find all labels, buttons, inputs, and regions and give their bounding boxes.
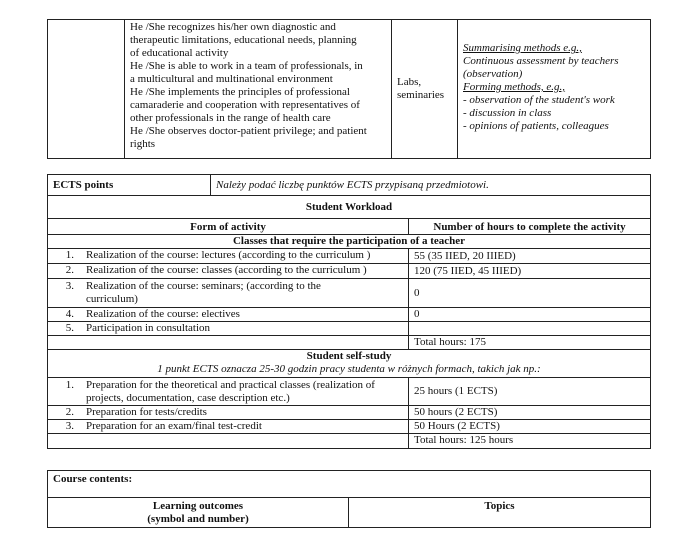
table-row — [48, 322, 651, 336]
activity-text: Realization of the course: lectures (according to the curriculum ) — [86, 249, 371, 261]
self-study-header — [48, 350, 651, 378]
activity-text: Realization of the course: electives — [86, 308, 240, 320]
activity-text-cont: projects, documentation, case description etc.) — [86, 392, 290, 404]
table-row — [48, 378, 651, 406]
table-row — [48, 264, 651, 279]
col-header-learning-outcomes — [48, 498, 349, 528]
ects-label: ECTS points — [48, 175, 211, 196]
summarising-methods-title: Summarising methods e.g., — [463, 42, 582, 54]
verification-methods-cell — [458, 20, 651, 159]
outcome-symbol-cell — [48, 20, 125, 159]
row-number: 2. — [65, 406, 74, 418]
outcome-line: other professionals in the range of health care — [130, 112, 331, 124]
empty-cell — [48, 336, 409, 350]
row-number: 3. — [65, 420, 74, 432]
forming-method-line: - discussion in class — [463, 107, 552, 119]
activity-text: Realization of the course: classes (according to the curriculum ) — [86, 264, 367, 276]
hours-value: 50 Hours (2 ECTS) — [409, 420, 651, 434]
self-study-title: Student self-study — [306, 350, 392, 362]
row-number: 3. — [65, 280, 74, 292]
row-number: 1. — [65, 249, 74, 261]
hours-value: 50 hours (2 ECTS) — [409, 406, 651, 420]
teaching-form-cell — [392, 20, 458, 159]
table-row — [48, 279, 651, 308]
empty-cell — [48, 434, 409, 449]
table-row — [48, 249, 651, 264]
teacher-section-header: Classes that require the participation of a teacher — [48, 235, 651, 249]
hours-value: 55 (35 IIED, 20 IIIED) — [409, 249, 651, 264]
self-study-total: Total hours: 125 hours — [409, 434, 651, 449]
outcome-line: a multicultural and multinational environment — [130, 73, 333, 85]
hours-value: 25 hours (1 ECTS) — [409, 378, 651, 406]
outcome-line: therapeutic limitations, educational needs, planning — [130, 34, 357, 46]
hours-value: 120 (75 IIED, 45 IIIED) — [409, 264, 651, 279]
table-row — [48, 406, 651, 420]
hours-value: 0 — [409, 308, 651, 322]
activity-text: Preparation for tests/credits — [86, 406, 207, 418]
table-row — [48, 308, 651, 322]
outcomes-table — [47, 19, 651, 159]
forming-method-line: - opinions of patients, colleagues — [463, 120, 609, 132]
outcome-line: He /She implements the principles of professional — [130, 86, 350, 98]
outcome-line: of educational activity — [130, 47, 229, 59]
outcome-line: He /She observes doctor-patient privilege; and patient — [130, 125, 367, 137]
forming-methods-title: Forming methods, e.g., — [463, 81, 566, 93]
outcome-line: He /She recognizes his/her own diagnostic and — [130, 21, 336, 33]
activity-text: Preparation for the theoretical and practical classes (realization of — [86, 379, 375, 391]
col-header-hours: Number of hours to complete the activity — [409, 219, 651, 235]
course-contents-table — [47, 470, 651, 528]
hours-value — [409, 322, 651, 336]
row-number: 4. — [65, 308, 74, 320]
learning-outcomes-line: Learning outcomes — [152, 500, 244, 512]
outcome-line: He /She is able to work in a team of professionals, in — [130, 60, 363, 72]
course-contents-label: Course contents: — [48, 471, 651, 498]
teaching-form-line: Labs, — [397, 76, 422, 88]
workload-title: Student Workload — [48, 196, 651, 219]
ects-note: Należy podać liczbę punktów ECTS przypisaną przedmiotowi. — [211, 175, 651, 196]
summarising-method-line: (observation) — [463, 68, 523, 80]
outcome-line: camaraderie and cooperation with representatives of — [130, 99, 360, 111]
teaching-form-line: seminaries — [397, 89, 445, 101]
col-header-form: Form of activity — [48, 219, 409, 235]
row-number: 1. — [65, 379, 74, 391]
activity-text-cont: curriculum) — [86, 293, 138, 305]
hours-value: 0 — [409, 279, 651, 308]
learning-outcomes-line: (symbol and number) — [147, 513, 249, 525]
activity-text: Participation in consultation — [86, 322, 211, 334]
row-number: 5. — [65, 322, 74, 334]
workload-table — [47, 174, 651, 449]
outcome-line: rights — [130, 138, 156, 150]
col-header-topics: Topics — [349, 498, 651, 528]
activity-text: Realization of the course: seminars; (according to the — [86, 280, 321, 292]
table-row — [48, 420, 651, 434]
activity-text: Preparation for an exam/final test-credit — [86, 420, 262, 432]
outcome-description-cell — [125, 20, 392, 159]
summarising-method-line: Continuous assessment by teachers — [463, 55, 619, 67]
forming-method-line: - observation of the student's work — [463, 94, 615, 106]
row-number: 2. — [65, 264, 74, 276]
self-study-note: 1 punkt ECTS oznacza 25-30 godzin pracy studenta w różnych formach, takich jak np.: — [157, 363, 541, 375]
teacher-total: Total hours: 175 — [409, 336, 651, 350]
